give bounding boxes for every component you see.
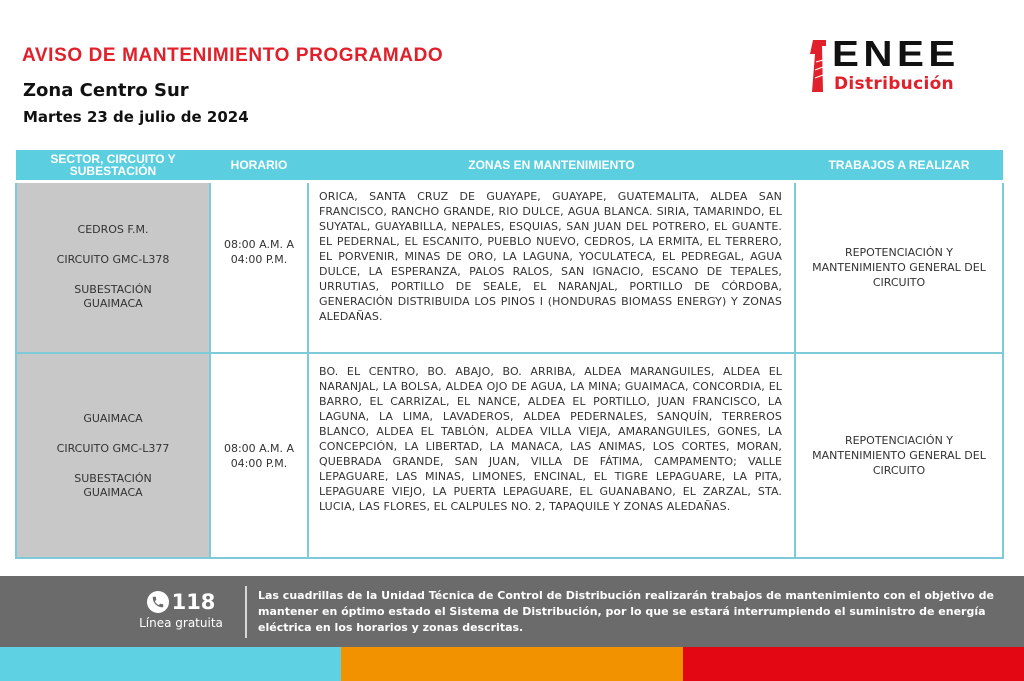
substation-name: SUBESTACIÓN GUAIMACA <box>74 283 152 311</box>
table-header-row <box>16 150 1003 181</box>
sector-name: GUAIMACA <box>83 411 143 425</box>
zones-cell: ORICA, SANTA CRUZ DE GUAYAPE, GUAYAPE, GUATEMALITA, ALDEA SAN FRANCISCO, RANCHO GRANDE, RIO DULCE, AGUA BLANCA. SIRIA, TAMARINDO, EL SUYATAL, GUAYABILLA, NEPALES, ESQUIAS, SAN JUAN DEL POTRERO, EL GUANTE. EL PEDERNAL, EL ESCANITO, PUEBLO NUEVO, CEDROS, LA ERMITA, EL TERRERO, EL PORVENIR, MINAS DE ORO, LA LAGUNA, YOCULATECA, EL PEDREGAL, AGUA DULCE, LA ESPERANZA, PALOS RALOS, SAN IGNACIO, ESCANO DE TEPALES, URRUTIAS, PORTILLO DE SEALE, EL NARANJAL, PORTILLO DE CÓRDOBA, GENERACIÓN DISTRIBUIDA LOS PINOS I (HONDURAS BIOMASS ENERGY) Y ZONAS ALEDAÑAS. <box>308 181 795 353</box>
footer-note: Las cuadrillas de la Unidad Técnica de Control de Distribución realizarán trabajos de mantenimiento con el objetivo de mantener en óptimo estado el Sistema de Distribución, por lo que se estará interrumpiendo el suministro de energía eléctrica en los horarios y zonas descritas. <box>258 589 994 634</box>
table-row <box>16 353 1003 558</box>
red-bar <box>683 647 1024 681</box>
brand-color-bars <box>0 647 1024 681</box>
schedule-cell: 08:00 A.M. A 04:00 P.M. <box>210 181 308 353</box>
circuit-name: CIRCUITO GMC-L378 <box>56 253 170 267</box>
column-header-schedule: HORARIO <box>210 150 308 181</box>
notice-title: AVISO DE MANTENIMIENTO PROGRAMADO <box>22 45 444 66</box>
sector-cell <box>16 353 210 558</box>
hotline-number: 118 <box>171 590 216 614</box>
phone-icon <box>147 591 169 613</box>
sector-cell <box>16 181 210 353</box>
sector-name: CEDROS F.M. <box>77 223 149 237</box>
logo-subtitle: Distribución <box>834 74 954 94</box>
enee-logo <box>806 33 996 98</box>
circuit-name: CIRCUITO GMC-L377 <box>56 441 170 455</box>
zone-name: Zona Centro Sur <box>23 80 189 101</box>
lightning-bolt-icon <box>810 40 826 92</box>
column-header-zones: ZONAS EN MANTENIMIENTO <box>308 150 795 181</box>
maintenance-table <box>15 150 1004 559</box>
schedule-cell: 08:00 A.M. A 04:00 P.M. <box>210 353 308 558</box>
table-row <box>16 181 1003 353</box>
hotline-number-group <box>134 590 228 614</box>
hotline <box>134 590 228 630</box>
logo-brand: ENEE <box>832 33 960 74</box>
work-cell: REPOTENCIACIÓN Y MANTENIMIENTO GENERAL DEL CIRCUITO <box>795 353 1003 558</box>
zones-cell: BO. EL CENTRO, BO. ABAJO, BO. ARRIBA, ALDEA MARANGUILES, ALDEA EL NARANJAL, LA BOLSA, ALDEA OJO DE AGUA, LA MINA; GUAIMACA, CONCORDIA, EL BARRO, EL CARRIZAL, EL NANCE, ALDEA EL PORTILLO, JUAN FRANCISCO, LA LAGUNA, LA LIMA, LAVADEROS, ALDEA PEDERNALES, SANQUÍN, TERREROS BLANCO, ALDEA EL TABLÓN, ALDEA VILLA VIEJA, AMARANGUILES, GONES, LA CONCEPCIÓN, LA LIBERTAD, LA MANACA, LAS ANIMAS, LOS CORTES, MORAN, QUEBRADA GRANDE, SAN JUAN, VILLA DE FÁTIMA, CAMPAMENTO; VALLE LEPAGUARE, LAS MINAS, LIMONES, ENCINAL, EL TIGRE LEPAGUARE, LA PITA, LEPAGUARE VIEJO, LA PUERTA LEPAGUARE, EL GUANABANO, EL ZARZAL, STA. LUCIA, LAS FLORES, EL CALPULES NO. 2, TAPAQUILE Y ZONAS ALEDAÑAS. <box>308 353 795 558</box>
cyan-bar <box>0 647 341 681</box>
orange-bar <box>341 647 682 681</box>
column-header-sector: SECTOR, CIRCUITO Y SUBESTACIÓN <box>16 150 210 181</box>
hotline-label: Línea gratuita <box>139 616 223 630</box>
column-header-work: TRABAJOS A REALIZAR <box>795 150 1003 181</box>
substation-name: SUBESTACIÓN GUAIMACA <box>74 471 152 499</box>
notice-date: Martes 23 de julio de 2024 <box>23 108 249 126</box>
footer-divider <box>245 586 247 638</box>
footer-banner <box>0 576 1024 647</box>
work-cell: REPOTENCIACIÓN Y MANTENIMIENTO GENERAL DEL CIRCUITO <box>795 181 1003 353</box>
